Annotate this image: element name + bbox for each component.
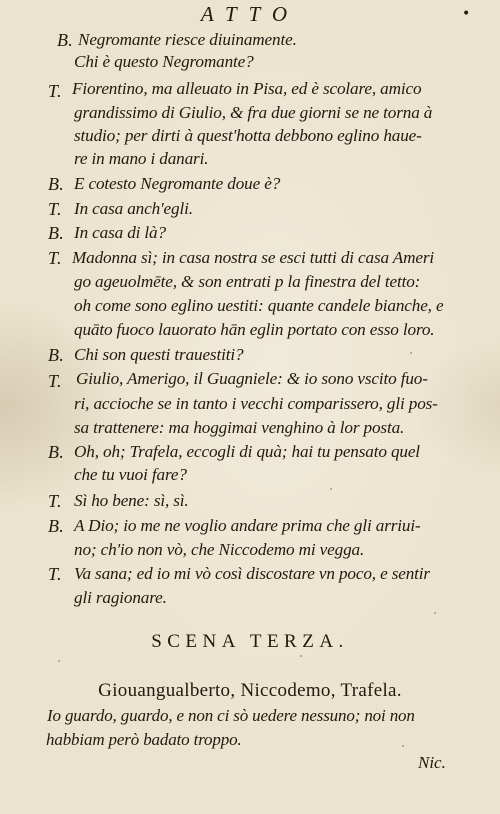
speaker-label: B. [48, 223, 65, 243]
scene-cast-list: Giouangualberto, Niccodemo, Trafela. [98, 680, 402, 701]
dialogue-line: In casa di là? [74, 223, 166, 242]
dialogue-line: Chi son questi trauestiti? [74, 345, 244, 364]
dialogue-line: Sì ho bene: sì, sì. [74, 491, 189, 510]
dialogue-line: Fiorentino, ma alleuato in Pisa, ed è scolare, amico [72, 79, 422, 98]
dialogue-line: Madonna sì; in casa nostra se esci tutti di casa Ameri [72, 248, 435, 267]
dialogue-line: oh come sono eglino uestiti: quante candele bianche, e [74, 296, 444, 315]
paper-speck [410, 352, 412, 354]
speaker-label: T. [48, 199, 62, 219]
running-head-mark: • [462, 6, 471, 22]
speaker-label: B. [48, 174, 65, 194]
dialogue-line: ri, accioche se in tanto i vecchi comparissero, gli pos- [74, 394, 438, 413]
dialogue-line: A Dio; io me ne voglio andare prima che gli arriui- [74, 516, 421, 535]
dialogue-line: che tu vuoi fare? [74, 465, 187, 484]
scene-title: SCENA TERZA. [151, 631, 349, 652]
speaker-label: B. [48, 345, 65, 365]
dialogue-line: E cotesto Negromante doue è? [74, 174, 281, 193]
speaker-label: T. [48, 564, 62, 584]
dialogue-line: Va sana; ed io mi vò così discostare vn poco, e sentir [74, 564, 430, 583]
paper-speck [300, 655, 302, 657]
paper-speck [330, 488, 332, 490]
speaker-label: T. [48, 248, 62, 268]
dialogue-line: Io guardo, guardo, e non ci sò uedere nessuno; noi non [47, 706, 415, 725]
dialogue-line: Negromante riesce diuinamente. [78, 30, 297, 49]
dialogue-line: Giulio, Amerigo, il Guagniele: & io sono vscito fuo- [76, 369, 428, 388]
dialogue-line: go ageuolmēte, & son entrati p la finestra del tetto: [74, 272, 421, 291]
dialogue-line: re in mano i danari. [74, 149, 209, 168]
catchword: Nic. [418, 753, 446, 772]
dialogue-line: quāto fuoco lauorato hān eglin portato con esso loro. [74, 320, 435, 339]
paper-speck [402, 745, 404, 747]
dialogue-line: Oh, oh; Trafela, eccogli di quà; hai tu pensato quel [74, 442, 420, 461]
dialogue-line: grandissimo di Giulio, & fra due giorni se ne torna à [74, 103, 433, 122]
dialogue-line: Chi è questo Negromante? [74, 52, 254, 71]
speaker-label: B. [48, 516, 65, 536]
speaker-label: T. [48, 81, 62, 101]
speaker-label: T. [48, 491, 62, 511]
dialogue-line: gli ragionare. [74, 588, 167, 607]
paper-speck [58, 660, 60, 662]
dialogue-line: studio; per dirti à quest'hotta debbono eglino haue- [74, 126, 422, 145]
dialogue-line: habbiam però badato troppo. [46, 730, 242, 749]
dialogue-line: In casa anch'egli. [74, 199, 193, 218]
speaker-label: B. [48, 442, 65, 462]
speaker-label: B. [57, 30, 74, 50]
running-head: ATTO [200, 2, 300, 26]
dialogue-line: sa trattenere: ma hoggimai venghino à lor posta. [74, 418, 405, 437]
paper-speck [434, 612, 436, 614]
dialogue-line: no; ch'io non vò, che Niccodemo mi vegga. [74, 540, 365, 559]
speaker-label: T. [48, 371, 62, 391]
